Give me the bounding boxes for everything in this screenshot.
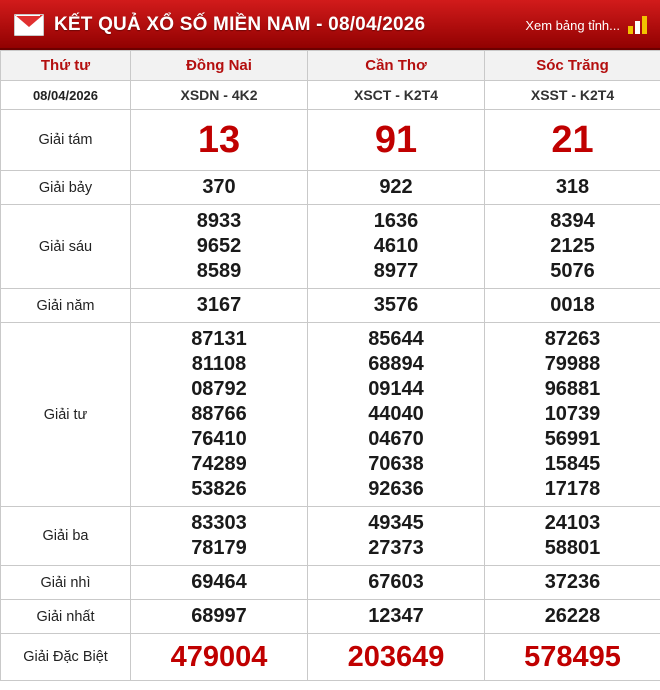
prize-numbers-soctrang — [485, 289, 660, 323]
prize-number: 203649 — [347, 641, 445, 673]
prize-numbers-soctrang — [485, 323, 660, 507]
prize-number: 370 — [202, 176, 236, 198]
prize-label: Giải Đặc Biệt — [1, 634, 131, 681]
prize-number: 87263 — [544, 328, 601, 350]
code-dongnai: XSDN - 4K2 — [131, 81, 308, 110]
prize-label: Giải bảy — [1, 171, 131, 205]
prize-numbers-dongnai — [131, 289, 308, 323]
prize-number: 24103 — [544, 512, 601, 534]
prize-numbers-soctrang — [485, 110, 660, 171]
prize-numbers-dongnai — [131, 507, 308, 566]
prize-number: 318 — [555, 176, 590, 198]
prize-number: 69464 — [191, 571, 247, 593]
table-row — [1, 600, 660, 634]
column-header-soctrang: Sóc Trăng — [485, 51, 660, 81]
prize-number: 68894 — [368, 353, 424, 375]
prize-numbers-dongnai — [131, 110, 308, 171]
prize-number: 578495 — [524, 641, 621, 673]
prize-number: 88766 — [191, 403, 247, 425]
prize-number: 44040 — [368, 403, 424, 425]
prize-numbers-soctrang — [485, 566, 660, 600]
prize-number: 56991 — [544, 428, 601, 450]
prize-number: 79988 — [544, 353, 601, 375]
draw-date: 08/04/2026 — [1, 81, 131, 110]
prize-numbers-cantho — [308, 289, 485, 323]
prize-number: 9652 — [196, 235, 242, 257]
prize-number: 3167 — [196, 294, 242, 316]
prize-number: 2125 — [550, 235, 595, 257]
prize-number: 17178 — [544, 478, 601, 500]
prize-number: 37236 — [544, 571, 601, 593]
view-province-table-link[interactable]: Xem bảng tỉnh... — [525, 17, 620, 33]
table-row-codes — [1, 81, 660, 110]
prize-label: Giải tám — [1, 110, 131, 171]
prize-numbers-cantho — [308, 171, 485, 205]
prize-number: 13 — [197, 119, 241, 161]
prize-label: Giải năm — [1, 289, 131, 323]
column-header-cantho: Cần Thơ — [308, 51, 485, 81]
table-row — [1, 566, 660, 600]
prize-number: 8394 — [550, 210, 595, 232]
prize-label: Giải ba — [1, 507, 131, 566]
prize-number: 10739 — [544, 403, 601, 425]
prize-numbers-soctrang — [485, 205, 660, 289]
prize-number: 26228 — [544, 605, 601, 627]
table-row — [1, 171, 660, 205]
prize-number: 8977 — [373, 260, 419, 282]
prize-number: 92636 — [368, 478, 424, 500]
prize-numbers-cantho — [308, 507, 485, 566]
prize-numbers-cantho — [308, 323, 485, 507]
prize-number: 68997 — [191, 605, 247, 627]
column-header-weekday: Thứ tư — [1, 51, 131, 81]
prize-number: 58801 — [544, 537, 601, 559]
prize-number: 1636 — [373, 210, 419, 232]
prize-number: 83303 — [191, 512, 247, 534]
prize-number: 87131 — [191, 328, 247, 350]
prize-number: 49345 — [368, 512, 424, 534]
table-row — [1, 110, 660, 171]
code-soctrang: XSST - K2T4 — [485, 81, 660, 110]
prize-number: 81108 — [191, 353, 247, 375]
prize-label: Giải tư — [1, 323, 131, 507]
table-row — [1, 205, 660, 289]
table-row — [1, 634, 660, 681]
prize-label: Giải sáu — [1, 205, 131, 289]
prize-number: 08792 — [191, 378, 247, 400]
prize-number: 922 — [379, 176, 413, 198]
prize-number: 5076 — [550, 260, 595, 282]
prize-number: 91 — [374, 119, 418, 161]
prize-label: Giải nhất — [1, 600, 131, 634]
table-row — [1, 289, 660, 323]
prize-numbers-dongnai — [131, 566, 308, 600]
prize-numbers-soctrang — [485, 600, 660, 634]
prize-number: 15845 — [544, 453, 601, 475]
prize-number: 0018 — [550, 294, 595, 316]
table-row — [1, 507, 660, 566]
prize-number: 09144 — [368, 378, 424, 400]
prize-number: 74289 — [191, 453, 247, 475]
prize-number: 21 — [551, 119, 594, 161]
prize-number: 12347 — [368, 605, 424, 627]
prize-numbers-dongnai — [131, 634, 308, 681]
results-table — [0, 50, 660, 681]
prize-number: 67603 — [368, 571, 424, 593]
page-title: KẾT QUẢ XỔ SỐ MIỀN NAM - 08/04/2026 — [54, 14, 426, 35]
prize-number: 70638 — [368, 453, 424, 475]
column-header-dongnai: Đồng Nai — [131, 51, 308, 81]
prize-numbers-cantho — [308, 566, 485, 600]
prize-numbers-dongnai — [131, 205, 308, 289]
prize-numbers-soctrang — [485, 634, 660, 681]
table-header-row — [1, 51, 660, 81]
prize-number: 27373 — [368, 537, 424, 559]
prize-label: Giải nhì — [1, 566, 131, 600]
prize-number: 8589 — [196, 260, 242, 282]
prize-number: 4610 — [373, 235, 419, 257]
prize-numbers-cantho — [308, 110, 485, 171]
table-row — [1, 323, 660, 507]
prize-number: 53826 — [191, 478, 247, 500]
prize-number: 8933 — [196, 210, 242, 232]
table-body — [1, 81, 660, 681]
prize-numbers-dongnai — [131, 323, 308, 507]
prize-number: 96881 — [544, 378, 601, 400]
prize-numbers-cantho — [308, 600, 485, 634]
prize-number: 76410 — [191, 428, 247, 450]
prize-numbers-dongnai — [131, 171, 308, 205]
table-header — [1, 51, 660, 81]
prize-number: 479004 — [170, 641, 268, 673]
prize-number: 04670 — [368, 428, 424, 450]
prize-number: 78179 — [191, 537, 247, 559]
prize-numbers-soctrang — [485, 171, 660, 205]
page-header — [0, 0, 660, 50]
prize-number: 85644 — [368, 328, 424, 350]
prize-numbers-cantho — [308, 634, 485, 681]
code-cantho: XSCT - K2T4 — [308, 81, 485, 110]
bar-chart-icon[interactable] — [628, 16, 650, 34]
prize-numbers-dongnai — [131, 600, 308, 634]
header-actions — [525, 16, 650, 34]
prize-number: 3576 — [373, 294, 419, 316]
prize-numbers-soctrang — [485, 507, 660, 566]
mail-icon — [14, 14, 44, 36]
prize-numbers-cantho — [308, 205, 485, 289]
